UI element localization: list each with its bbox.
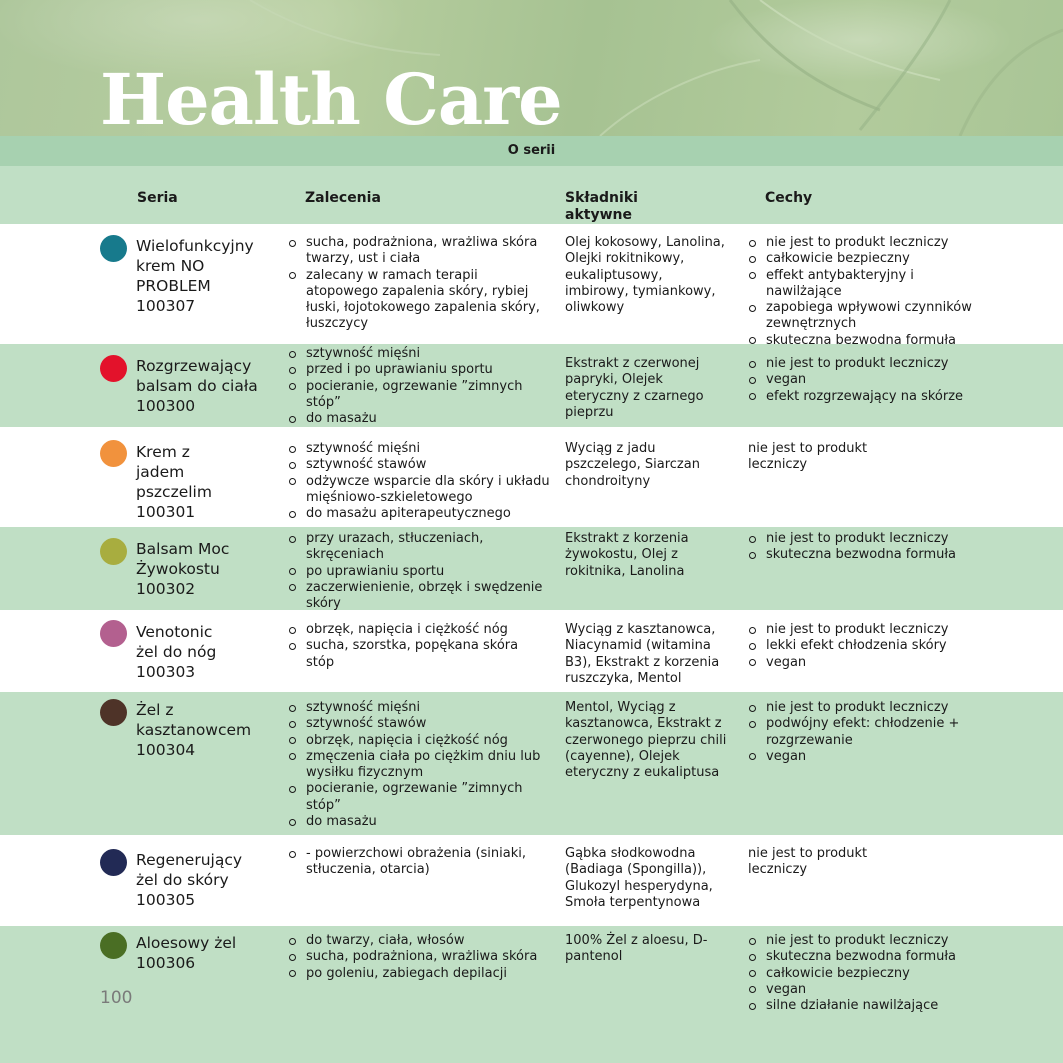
list-item: całkowicie bezpieczny (748, 251, 983, 267)
product-color-dot (100, 440, 127, 467)
active-ingredients: Mentol, Wyciąg z kasztanowca, Ekstrakt z czerwonego pieprzu chili (cayenne), Olejek eteryczny z eukaliptusa (565, 700, 727, 781)
list-item: zapobiega wpływowi czynników zewnętrznych (748, 300, 983, 333)
list-item: skuteczna bezwodna formuła (748, 547, 983, 563)
list-item: sucha, szorstka, popękana skóra stóp (288, 638, 550, 671)
product-color-dot (100, 849, 127, 876)
product-color-dot (100, 699, 127, 726)
table-row (0, 527, 1063, 610)
list-item: nie jest to produkt leczniczy (748, 356, 983, 372)
list-item: przy urazach, stłuczeniach, skręceniach (288, 531, 550, 564)
list-item: obrzęk, napięcia i ciężkość nóg (288, 733, 550, 749)
list-item: całkowicie bezpieczny (748, 966, 983, 982)
features-list (748, 235, 983, 344)
list-item: sztywność mięśni (288, 700, 550, 716)
product-name: Regenerujący żel do skóry 100305 (136, 851, 243, 909)
table-row (0, 224, 1063, 344)
list-item: vegan (748, 372, 983, 388)
list-item: vegan (748, 982, 983, 998)
list-item: przed i po uprawianiu sportu (288, 362, 550, 378)
active-ingredients: Ekstrakt z korzenia żywokostu, Olej z rokitnika, Lanolina (565, 531, 689, 579)
list-item: nie jest to produkt leczniczy (748, 933, 983, 949)
recommendations-list (288, 622, 550, 671)
section-band (0, 136, 1063, 166)
recommendations-list (288, 346, 550, 427)
list-item: nie jest to produkt leczniczy (748, 622, 983, 638)
list-item: effekt antybakteryjny i nawilżające (748, 268, 983, 301)
table-row (0, 344, 1063, 427)
section-title: O serii (507, 143, 556, 158)
list-item: skuteczna bezwodna formuła (748, 333, 983, 344)
list-item: zaczerwienienie, obrzęk i swędzenie skóry (288, 580, 550, 610)
list-item: do masażu (288, 411, 550, 427)
product-name: Balsam Moc Żywokostu 100302 (136, 540, 230, 598)
table-row (0, 835, 1063, 926)
list-item: obrzęk, napięcia i ciężkość nóg (288, 622, 550, 638)
product-name: Żel z kasztanowcem 100304 (136, 701, 252, 759)
list-item: vegan (748, 749, 983, 765)
header-seria: Seria (137, 190, 178, 206)
list-item: po goleniu, zabiegach depilacji (288, 966, 550, 982)
features-list (748, 933, 983, 1014)
list-item: nie jest to produkt leczniczy (748, 531, 983, 547)
list-item: pocieranie, ogrzewanie ”zimnych stóp” (288, 781, 550, 814)
list-item: sztywność mięśni (288, 441, 550, 457)
features-list (748, 622, 983, 671)
recommendations-list (288, 441, 550, 522)
header-zalecenia: Zalecenia (305, 190, 381, 206)
product-color-dot (100, 355, 127, 382)
list-item: silne działanie nawilżające (748, 998, 983, 1014)
list-item: vegan (748, 655, 983, 671)
active-ingredients: Ekstrakt z czerwonej papryki, Olejek eteryczny z czarnego pieprzu (565, 356, 704, 420)
list-item: po uprawianiu sportu (288, 564, 550, 580)
recommendations-list (288, 531, 550, 610)
features-list (748, 356, 983, 405)
active-ingredients: Wyciąg z kasztanowca, Niacynamid (witamina B3), Ekstrakt z korzenia ruszczyka, Mentol (565, 622, 720, 686)
list-item: skuteczna bezwodna formuła (748, 949, 983, 965)
features-list (748, 700, 983, 765)
list-item: podwójny efekt: chłodzenie + rozgrzewanie (748, 716, 983, 749)
header-cechy: Cechy (765, 190, 813, 206)
features-list (748, 531, 983, 564)
active-ingredients: 100% Żel z aloesu, D-pantenol (565, 933, 708, 965)
list-item: odżywcze wsparcie dla skóry i układu mięśniowo-szkieletowego (288, 474, 550, 507)
product-name: Venotonic żel do nóg 100303 (136, 623, 217, 681)
table-row (0, 926, 1063, 1063)
recommendations-list (288, 933, 550, 982)
table-row (0, 692, 1063, 835)
hero-banner (0, 0, 1063, 136)
product-color-dot (100, 620, 127, 647)
list-item: - powierzchowi obrażenia (siniaki, stłuczenia, otarcia) (288, 846, 550, 879)
list-item: zmęczenia ciała po ciężkim dniu lub wysiłku fizycznym (288, 749, 550, 782)
list-item: lekki efekt chłodzenia skóry (748, 638, 983, 654)
list-item: sztywność stawów (288, 457, 550, 473)
list-item: sztywność mięśni (288, 346, 550, 362)
active-ingredients: Wyciąg z jadu pszczelego, Siarczan chondroityny (565, 441, 700, 489)
list-item: sucha, podrażniona, wrażliwa skóra twarzy, ust i ciała (288, 235, 550, 268)
recommendations-list (288, 700, 550, 830)
product-name: Krem z jadem pszczelim 100301 (136, 443, 212, 521)
list-item: sztywność stawów (288, 716, 550, 732)
page-title: Health Care (100, 58, 562, 136)
list-item: nie jest to produkt leczniczy (748, 235, 983, 251)
recommendations-list (288, 846, 550, 879)
list-item: do masażu apiterapeutycznego (288, 506, 550, 522)
list-item: nie jest to produkt leczniczy (748, 700, 983, 716)
list-item: do masażu (288, 814, 550, 830)
active-ingredients: Olej kokosowy, Lanolina, Olejki rokitnikowy, eukaliptusowy, imbirowy, tymiankowy, oliwkowy (565, 235, 725, 316)
list-item: pocieranie, ogrzewanie ”zimnych stóp” (288, 379, 550, 412)
features-text: nie jest to produkt leczniczy (748, 846, 868, 878)
active-ingredients: Gąbka słodkowodna (Badiaga (Spongilla)), Glukozyl hesperydyna, Smoła terpentynowa (565, 846, 713, 910)
list-item: zalecany w ramach terapii atopowego zapalenia skóry, rybiej łuski, łojotokowego zapalenia skóry, łuszczycy (288, 268, 550, 333)
table-row (0, 427, 1063, 527)
page-number: 100 (100, 988, 133, 1008)
product-color-dot (100, 932, 127, 959)
list-item: sucha, podrażniona, wrażliwa skóra (288, 949, 550, 965)
product-name: Wielofunkcyjny krem NO PROBLEM 100307 (136, 237, 254, 315)
features-text: nie jest to produkt leczniczy (748, 441, 868, 473)
header-skladniki: Składniki aktywne (565, 190, 638, 223)
product-name: Rozgrzewający balsam do ciała 100300 (136, 357, 258, 415)
list-item: do twarzy, ciała, włosów (288, 933, 550, 949)
product-name: Aloesowy żel 100306 (136, 934, 237, 972)
product-color-dot (100, 538, 127, 565)
features-clip (0, 224, 1063, 344)
list-item: efekt rozgrzewający na skórze (748, 389, 983, 405)
table-row (0, 610, 1063, 692)
